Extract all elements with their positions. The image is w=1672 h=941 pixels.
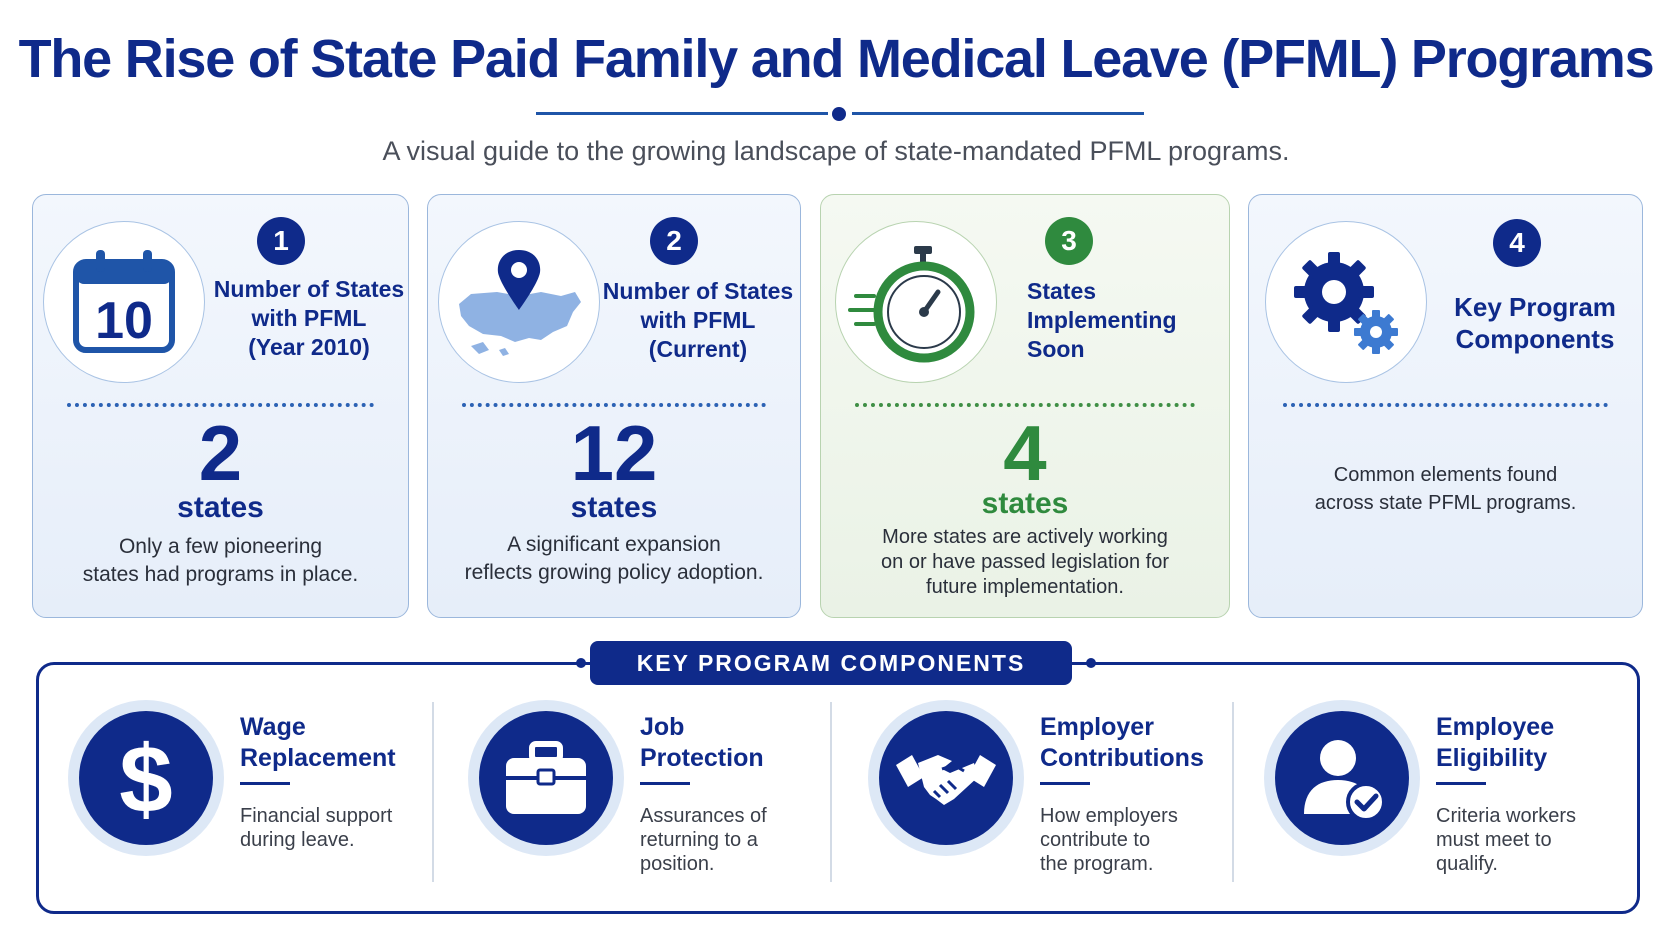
desc-line: A significant expansion [507,533,721,556]
panel-label-dot [576,658,586,668]
handshake-icon [879,711,1013,845]
stat-value: 12 [570,409,658,497]
card-heading-line: Number of States [213,276,405,302]
desc-line: Assurances of [640,805,767,827]
desc-line: How employers [1040,805,1178,827]
component-title [1436,712,1554,774]
component-job-protection [468,700,818,880]
component-employer-contributions [868,700,1218,880]
card-heading-line: (Year 2010) [248,334,370,360]
page-title: The Rise of State Paid Family and Medical Leave (PFML) Programs [18,29,1654,89]
title-line: Job [640,713,685,741]
component-description [640,804,767,876]
dollar-icon [79,711,213,845]
gears-icon [1265,221,1427,383]
card-description [448,531,780,587]
component-description [240,804,392,852]
card-heading-line: with PFML [251,305,367,331]
title-underline [240,782,290,785]
panel-label-dot [1086,658,1096,668]
card-description [841,525,1209,600]
stat-unit: states [177,491,264,524]
card-heading [598,277,798,364]
component-title [240,712,396,774]
card-heading-line: Key Program [1454,292,1616,322]
stat-card-upcoming [820,194,1230,618]
stat-card-2010 [32,194,409,618]
card-heading-line: Implementing [1027,307,1177,333]
desc-line: qualify. [1436,853,1498,875]
desc-line: More states are actively working [882,526,1168,548]
desc-line: Criteria workers [1436,805,1577,827]
title-line: Contributions [1040,744,1204,772]
desc-line: across state PFML programs. [1314,492,1577,514]
desc-line: states had programs in place. [82,563,359,586]
component-description [1436,804,1576,876]
desc-line: reflects growing policy adoption. [464,561,764,584]
card-description [1269,461,1622,517]
dotted-divider [1283,403,1608,407]
column-divider [432,702,434,882]
column-divider [830,702,832,882]
stat-value: 2 [198,409,243,497]
component-employee-eligibility [1264,700,1614,880]
dotted-divider [462,403,766,407]
stat-value: 4 [1003,409,1047,497]
component-description [1040,804,1178,876]
briefcase-icon [479,711,613,845]
step-badge-4: 4 [1493,219,1541,267]
desc-line: Financial support [240,805,393,827]
step-badge-3: 3 [1045,217,1093,265]
card-heading-line: with PFML [640,307,756,333]
component-wage-replacement [68,700,418,880]
dotted-divider [855,403,1195,407]
desc-line: the program. [1040,853,1154,875]
step-badge-2: 2 [650,217,698,265]
title-line: Eligibility [1436,744,1548,772]
stopwatch-icon [835,221,997,383]
card-heading [1027,277,1207,364]
card-description [53,533,388,589]
components-panel-label: KEY PROGRAM COMPONENTS [590,641,1072,685]
desc-line: returning to a [640,829,758,851]
card-heading-line: Soon [1027,336,1085,362]
title-line: Replacement [240,744,396,772]
title-underline [1436,782,1486,785]
card-heading-line: (Current) [648,336,748,362]
user-check-icon [1275,711,1409,845]
desc-line: must meet to [1436,829,1552,851]
calendar-icon [43,221,205,383]
page-subtitle: A visual guide to the growing landscape of state-mandated PFML programs. [382,136,1290,166]
column-divider [1232,702,1234,882]
desc-line: on or have passed legislation for [881,551,1169,573]
title-line: Employee [1436,713,1555,741]
desc-line: future implementation. [926,576,1124,598]
title-divider [536,106,1144,120]
components-card [1248,194,1643,618]
title-line: Wage [240,713,306,741]
desc-line: Common elements found [1333,464,1558,486]
card-heading-line: Components [1455,324,1615,354]
card-heading [211,275,407,362]
title-underline [1040,782,1090,785]
us-map-pin-icon [438,221,600,383]
title-line: Protection [640,744,764,772]
stat-card-current [427,194,801,618]
stat-unit: states [981,487,1069,520]
calendar-icon-text: 10 [95,292,153,350]
component-title [1040,712,1204,774]
component-title [640,712,764,774]
card-heading [1435,291,1635,355]
stat-unit: states [570,491,658,524]
svg-text:$: $ [119,728,173,828]
card-heading-line: Number of States [602,278,794,304]
desc-line: during leave. [240,829,355,851]
dotted-divider [67,403,374,407]
desc-line: contribute to [1040,829,1151,851]
card-heading-line: States [1027,278,1097,304]
title-line: Employer [1040,713,1154,741]
title-underline [640,782,690,785]
desc-line: Only a few pioneering [118,535,323,558]
desc-line: position. [640,853,715,875]
step-badge-1: 1 [257,217,305,265]
